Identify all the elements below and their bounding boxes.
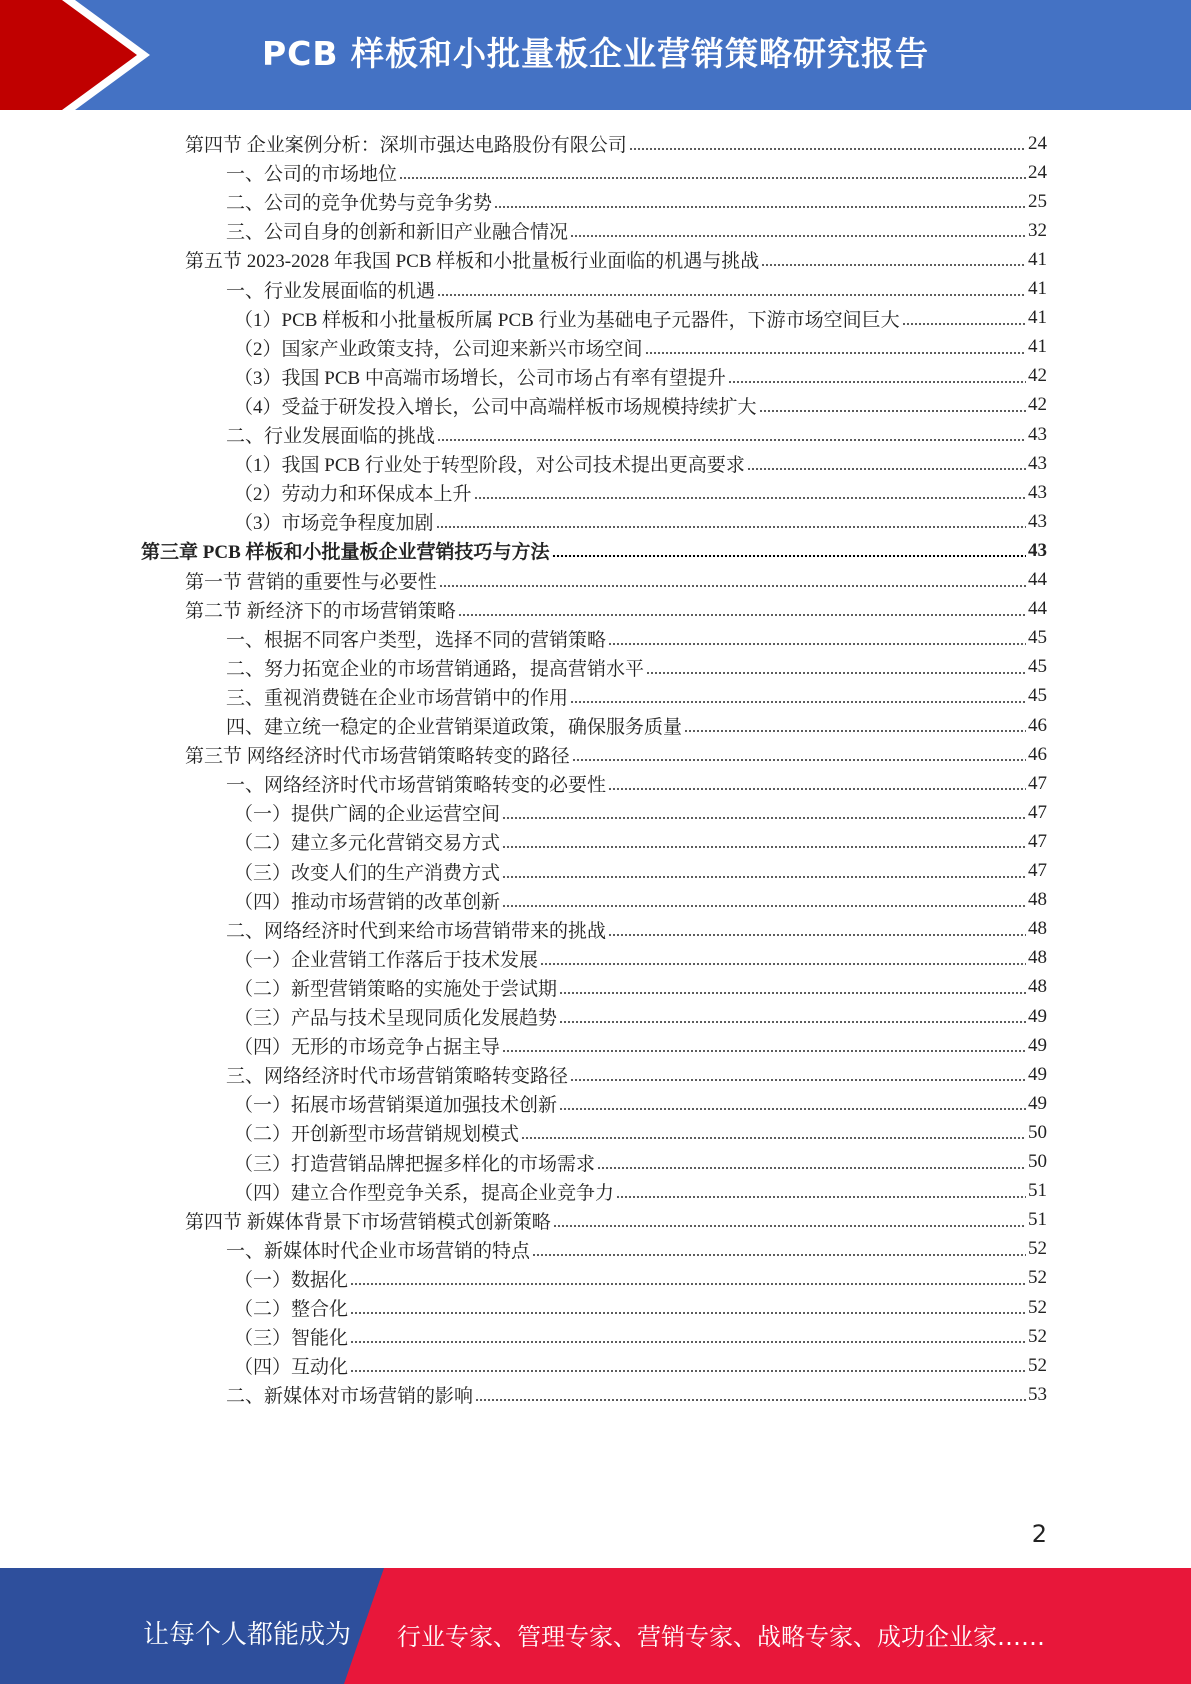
toc-entry[interactable] (234, 448, 1047, 479)
toc-entry-page: 52 (1028, 1354, 1047, 1376)
toc-entry-page: 48 (1028, 976, 1047, 998)
header-red-arrow (0, 0, 150, 110)
toc-dot-leader (502, 817, 1026, 819)
toc-dot-leader (350, 1341, 1026, 1343)
toc-entry-page: 24 (1028, 161, 1047, 183)
toc-dot-leader (502, 876, 1026, 878)
toc-entry[interactable] (234, 1321, 1047, 1352)
toc-entry[interactable] (226, 768, 1047, 799)
toc-dot-leader (572, 759, 1026, 761)
toc-dot-leader (532, 1254, 1026, 1256)
toc-entry-title: 第三节 网络经济时代市场营销策略转变的路径 (185, 746, 570, 768)
toc-entry[interactable] (234, 1088, 1047, 1119)
toc-dot-leader (502, 905, 1026, 907)
toc-entry-page: 41 (1028, 336, 1047, 358)
toc-entry-title: 第一节 营销的重要性与必要性 (185, 571, 437, 593)
toc-entry-title: （三）改变人们的生产消费方式 (234, 862, 501, 884)
toc-entry[interactable] (234, 856, 1047, 887)
toc-entry[interactable] (226, 681, 1047, 712)
toc-entry-page: 43 (1028, 510, 1047, 532)
toc-dot-leader (350, 1312, 1026, 1314)
toc-entry[interactable] (234, 1176, 1047, 1207)
toc-entry-page: 45 (1028, 656, 1047, 678)
toc-entry[interactable] (185, 1205, 1047, 1236)
toc-dot-leader (475, 1399, 1026, 1401)
toc-entry-page: 47 (1028, 772, 1047, 794)
toc-entry[interactable] (234, 506, 1047, 537)
toc-entry-title: （四）互动化 (234, 1357, 349, 1379)
toc-dot-leader (502, 1050, 1026, 1052)
toc-entry-page: 47 (1028, 860, 1047, 881)
toc-dot-leader (608, 934, 1026, 936)
toc-entry-page: 42 (1028, 394, 1047, 416)
report-title: PCB 样板和小批量板企业营销策略研究报告 (262, 34, 930, 73)
toc-entry-title: （三）产品与技术呈现同质化发展趋势 (234, 1008, 558, 1029)
toc-entry[interactable] (185, 594, 1047, 625)
toc-entry-page: 46 (1028, 743, 1047, 765)
toc-entry-title: 一、网络经济时代市场营销策略转变的必要性 (226, 775, 607, 797)
toc-entry-page: 44 (1028, 598, 1047, 620)
toc-chapter-entry[interactable] (141, 535, 1047, 566)
toc-entry-title: 一、公司的市场地位 (226, 164, 398, 186)
toc-entry-title: （3）我国 PCB 中高端市场增长，公司市场占有率有望提升 (234, 367, 726, 389)
toc-entry-title: 三、网络经济时代市场营销策略转变路径 (226, 1066, 569, 1088)
toc-entry-title: （四）推动市场营销的改革创新 (234, 891, 501, 913)
toc-entry-title: 一、行业发展面临的机遇 (226, 280, 436, 302)
toc-entry[interactable] (226, 623, 1047, 654)
toc-dot-leader (902, 323, 1026, 325)
page-footer (0, 1568, 1191, 1684)
toc-entry-page: 48 (1028, 947, 1047, 969)
toc-entry-title: （四）无形的市场竞争占据主导 (234, 1037, 501, 1059)
toc-dot-leader (439, 585, 1026, 587)
toc-entry[interactable] (185, 739, 1047, 770)
toc-entry-title: （一）数据化 (234, 1269, 349, 1291)
toc-dot-leader (350, 1370, 1026, 1372)
toc-entry[interactable] (234, 885, 1047, 916)
toc-entry[interactable] (226, 1234, 1047, 1265)
toc-entry-page: 48 (1028, 918, 1047, 940)
footer-slogan-right: 行业专家、管理专家、营销专家、战略专家、成功企业家…… (397, 1623, 1045, 1651)
toc-entry-page: 53 (1028, 1383, 1047, 1405)
toc-entry[interactable] (226, 652, 1047, 683)
toc-entry-title: （三）智能化 (234, 1328, 349, 1350)
toc-entry[interactable] (234, 1263, 1047, 1294)
toc-entry-title: 四、建立统一稳定的企业营销渠道政策，确保服务质量 (226, 717, 683, 738)
toc-entry-page: 41 (1028, 307, 1047, 329)
toc-entry-title: （二）建立多元化营销交易方式 (234, 833, 501, 855)
toc-entry-title: 二、公司的竞争优势与竞争劣势 (226, 193, 493, 215)
toc-dot-leader (521, 1137, 1026, 1139)
toc-dot-leader (436, 526, 1026, 528)
toc-entry-page: 43 (1028, 423, 1047, 445)
toc-entry[interactable] (226, 274, 1047, 305)
toc-entry-title: （三）打造营销品牌把握多样化的市场需求 (234, 1153, 596, 1175)
toc-entry-title: 一、新媒体时代企业市场营销的特点 (226, 1240, 531, 1262)
toc-dot-leader (570, 1079, 1026, 1081)
toc-entry[interactable] (185, 244, 1047, 275)
toc-entry[interactable] (226, 419, 1047, 450)
toc-dot-leader (759, 410, 1026, 412)
toc-entry[interactable] (226, 215, 1047, 246)
toc-entry-title: 三、重视消费链在企业市场营销中的作用 (226, 687, 569, 709)
toc-entry-page: 41 (1028, 278, 1047, 299)
toc-dot-leader (747, 468, 1026, 470)
toc-dot-leader (570, 235, 1026, 237)
toc-entry-page: 43 (1028, 481, 1047, 503)
toc-entry[interactable] (185, 565, 1047, 596)
toc-entry-page: 52 (1028, 1325, 1047, 1347)
toc-dot-leader (350, 1283, 1026, 1285)
toc-entry-title: 二、新媒体对市场营销的影响 (226, 1386, 474, 1408)
toc-dot-leader (616, 1196, 1026, 1198)
toc-entry-page: 24 (1028, 132, 1047, 154)
toc-entry[interactable] (226, 1379, 1047, 1410)
toc-entry[interactable] (234, 477, 1047, 508)
toc-dot-leader (474, 497, 1026, 499)
toc-entry[interactable] (234, 390, 1047, 421)
toc-entry[interactable] (234, 943, 1047, 974)
toc-entry-page: 49 (1028, 1092, 1047, 1114)
toc-dot-leader (559, 992, 1026, 994)
toc-dot-leader (502, 846, 1026, 848)
toc-dot-leader (437, 439, 1026, 441)
toc-entry-page: 45 (1028, 627, 1047, 649)
toc-entry[interactable] (234, 1117, 1047, 1148)
footer-slogan-left: 让每个人都能成为 (143, 1620, 352, 1650)
toc-dot-leader (458, 614, 1026, 616)
toc-entry[interactable] (234, 1350, 1047, 1381)
toc-entry[interactable] (234, 1030, 1047, 1061)
toc-entry-title: （一）提供广阔的企业运营空间 (234, 804, 501, 826)
toc-entry-title: （1）我国 PCB 行业处于转型阶段，对公司技术提出更高要求 (234, 455, 745, 477)
toc-entry-page: 45 (1028, 685, 1047, 707)
toc-dot-leader (629, 148, 1026, 150)
toc-dot-leader (597, 1167, 1026, 1169)
toc-entry-title: （1）PCB 样板和小批量板所属 PCB 行业为基础电子元器件，下游市场空间巨大 (234, 309, 900, 331)
toc-entry[interactable] (234, 332, 1047, 363)
page-number: 2 (1031, 1520, 1047, 1548)
toc-dot-leader (645, 352, 1026, 354)
toc-entry-page: 50 (1028, 1151, 1047, 1172)
toc-entry-page: 46 (1028, 714, 1047, 736)
toc-entry-page: 49 (1028, 1034, 1047, 1056)
toc-dot-leader (559, 1108, 1026, 1110)
toc-entry-title: （二）整合化 (234, 1299, 349, 1320)
toc-dot-leader (494, 206, 1026, 208)
toc-dot-leader (437, 294, 1026, 296)
toc-entry-page: 44 (1028, 569, 1047, 590)
toc-entry[interactable] (234, 361, 1047, 392)
toc-entry-page: 32 (1028, 219, 1047, 241)
toc-entry[interactable] (234, 1292, 1047, 1323)
toc-entry-page: 52 (1028, 1296, 1047, 1318)
toc-entry-page: 52 (1028, 1267, 1047, 1289)
toc-entry-page: 51 (1028, 1180, 1047, 1202)
toc-dot-leader (646, 672, 1026, 674)
toc-entry[interactable] (226, 914, 1047, 945)
toc-entry-title: （2）国家产业政策支持，公司迎来新兴市场空间 (234, 338, 643, 360)
toc-entry-page: 43 (1028, 452, 1047, 474)
toc-entry[interactable] (234, 1001, 1047, 1032)
toc-entry-title: （一）企业营销工作落后于技术发展 (234, 949, 539, 971)
toc-entry-title: （一）拓展市场营销渠道加强技术创新 (234, 1095, 558, 1117)
toc-entry-title: 一、根据不同客户类型，选择不同的营销策略 (226, 629, 607, 651)
toc-entry-page: 47 (1028, 830, 1047, 852)
toc-entry-title: （3）市场竞争程度加剧 (234, 513, 434, 535)
toc-entry-title: 二、网络经济时代到来给市场营销带来的挑战 (226, 920, 607, 942)
toc-entry-title: 第三章 PCB 样板和小批量板企业营销技巧与方法 (141, 542, 550, 564)
toc-entry-title: 二、行业发展面临的挑战 (226, 426, 436, 447)
toc-dot-leader (728, 381, 1026, 383)
toc-dot-leader (559, 1021, 1026, 1023)
toc-dot-leader (684, 730, 1026, 732)
toc-entry-page: 25 (1028, 190, 1047, 212)
toc-entry-title: 第四节 新媒体背景下市场营销模式创新策略 (185, 1211, 551, 1233)
toc-dot-leader (761, 264, 1026, 266)
toc-entry-page: 49 (1028, 1005, 1047, 1027)
toc-entry-page: 47 (1028, 801, 1047, 823)
page-header (0, 0, 1191, 110)
toc-dot-leader (570, 701, 1026, 703)
toc-entry-page: 42 (1028, 365, 1047, 387)
toc-entry[interactable] (234, 303, 1047, 334)
toc-entry[interactable] (234, 797, 1047, 828)
toc-dot-leader (540, 963, 1026, 965)
toc-entry[interactable] (226, 710, 1047, 741)
toc-dot-leader (553, 1225, 1026, 1227)
toc-entry-page: 49 (1028, 1063, 1047, 1085)
toc-entry-title: （4）受益于研发投入增长，公司中高端样板市场规模持续扩大 (234, 396, 757, 418)
toc-entry[interactable] (226, 157, 1047, 188)
toc-dot-leader (608, 788, 1026, 790)
toc-entry-page: 51 (1028, 1209, 1047, 1231)
toc-entry-title: 三、公司自身的创新和新旧产业融合情况 (226, 222, 569, 244)
toc-entry[interactable] (226, 1059, 1047, 1090)
toc-entry-page: 50 (1028, 1121, 1047, 1143)
toc-entry[interactable] (185, 128, 1047, 159)
toc-entry-page: 43 (1028, 539, 1047, 561)
toc-entry-title: 二、努力拓宽企业的市场营销通路，提高营销水平 (226, 658, 645, 680)
toc-entry-page: 52 (1028, 1238, 1047, 1260)
toc-dot-leader (399, 177, 1026, 179)
toc-entry-title: 第五节 2023-2028 年我国 PCB 样板和小批量板行业面临的机遇与挑战 (185, 251, 760, 273)
toc-entry-title: 第二节 新经济下的市场营销策略 (185, 600, 456, 622)
toc-dot-leader (552, 555, 1026, 557)
toc-dot-leader (608, 643, 1026, 645)
toc-entry-title: （四）建立合作型竞争关系，提高企业竞争力 (234, 1182, 615, 1204)
toc-entry[interactable] (234, 826, 1047, 857)
toc-entry[interactable] (226, 186, 1047, 217)
toc-entry-title: （二）开创新型市场营销规划模式 (234, 1124, 520, 1146)
toc-entry-page: 48 (1028, 889, 1047, 911)
toc-entry-title: （2）劳动力和环保成本上升 (234, 484, 472, 506)
toc-entry-title: 第四节 企业案例分析：深圳市强达电路股份有限公司 (185, 135, 627, 156)
toc-entry[interactable] (234, 1147, 1047, 1178)
toc-entry-title: （二）新型营销策略的实施处于尝试期 (234, 978, 558, 1000)
toc-entry-page: 41 (1028, 248, 1047, 270)
toc-entry[interactable] (234, 972, 1047, 1003)
